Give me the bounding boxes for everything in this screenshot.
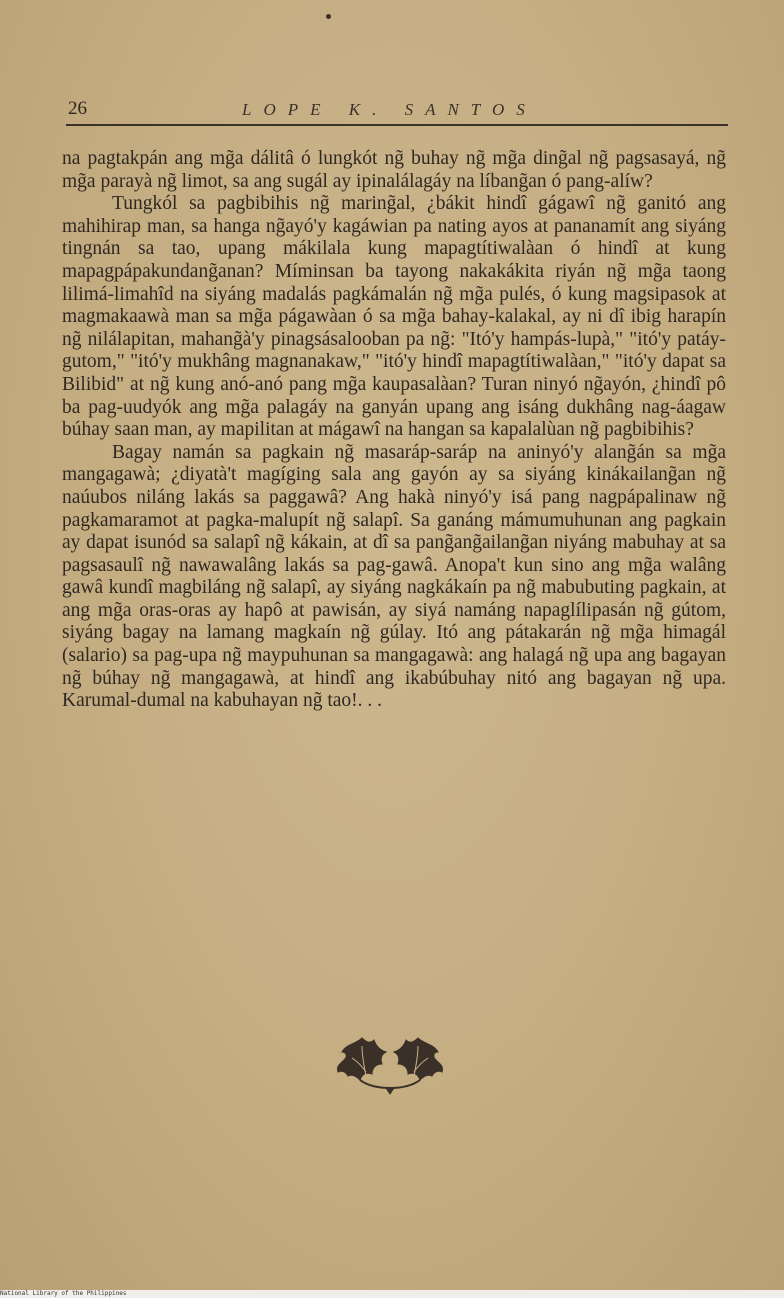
page-header (66, 98, 728, 126)
library-credit: National Library of the Philippines (0, 1290, 127, 1297)
page-number: 26 (68, 98, 87, 119)
ink-spot (326, 14, 331, 19)
running-head: LOPE K. SANTOS (242, 100, 537, 119)
paragraph-continuation: na pagtakpán ang mg̃a dálitâ ó lungkót ng̃ buhay ng̃ mg̃a ding̃al ng̃ pagsasayá, ng̃ mg̃a parayà ng̃ limot, sa ang sugál ay ipinalálagáy na líbang̃an ó pang-alíw? (62, 148, 726, 192)
body-text (62, 148, 726, 713)
paragraph-clothing: Tungkól sa pagbibihis ng̃ maring̃al, ¿bákit hindî gágawî ng̃ ganitó ang mahihirap man, sa hanga ng̃ayó'y kagáwian pa nating ayos at pananamít ang siyáng tingnán sa tao, upang mákilala kung mapagtítiwalàan ó hindî at kung mapagpápakundang̃anan? Míminsan ba tayong nakakákita riyán ng̃ mg̃a taong lilimá-limahîd na siyáng madalás pagkámalán ng̃ mg̃a pulés, ó kung magsipasok at magmakaawà man sa mg̃a págawàan ó sa mg̃a bahay-kalakal, ay ni dî ibig harapín ng̃ nilálapitan, mahang̃à'y pinagsásalooban pa ng̃: "Itó'y hampás-lupà," "itó'y patáy-gutom," "itó'y mukhâng magnanakaw," "itó'y hindî mapagtítiwalàan," "itó'y dapat sa Bilibid" at ng̃ kung anó-anó pang mg̃a kaupasalàan? Turan ninyó ng̃ayón, ¿hindî pô ba pag-uudyók ang mg̃a palagáy na ganyán upang ang isáng dukhâng nag-áagaw búhay saan man, ay mapilitan at mágawî na hangan sa kapalalùan ng̃ pagbibihis? (62, 193, 726, 441)
paragraph-food: Bagay namán sa pagkain ng̃ masaráp-saráp na aninyó'y alang̃án sa mg̃a mangagawà; ¿diyatà't magíging sala ang gayón ay sa siyáng kinákailang̃an ng̃ naúubos niláng lakás sa paggawâ? Ang hakà ninyó'y isá pang nagpápalinaw ng̃ pagkamaramot at pagka-malupít ng̃ salapî. Sa ganáng mámumuhunan ang pagkain ay dapat isunód sa salapî ng̃ kákain, at dî sa pang̃ang̃ailang̃an niyáng mabuhay at sa pagsasaulî ng̃ nawawalâng lakás sa pag-gawâ. Anopa't kun sino ang mg̃a walâng gawâ kundî magbiláng ng̃ salapî, ay siyáng nagkákaín pa ng̃ mabubuting pagkain, at ang mg̃a oras-oras ay hapô at pawisán, ay siyá namáng napaglílipasán ng̃ gútom, siyáng bagay na lamang magkaín ng̃ gúlay. Itó ang pátakarán ng̃ mg̃a himagál (salario) sa pag-upa ng̃ maypuhunan sa mangagawà: ang halagá ng̃ upa ang bagayan ng̃ búhay ng̃ mangagawà, at hindî ang ikabúbuhay nitó ang bagayan ng̃ upa. Karumal-dumal na kabuhayan ng̃ tao!. . . (62, 441, 726, 712)
double-leaf-ornament-icon (332, 1030, 448, 1096)
